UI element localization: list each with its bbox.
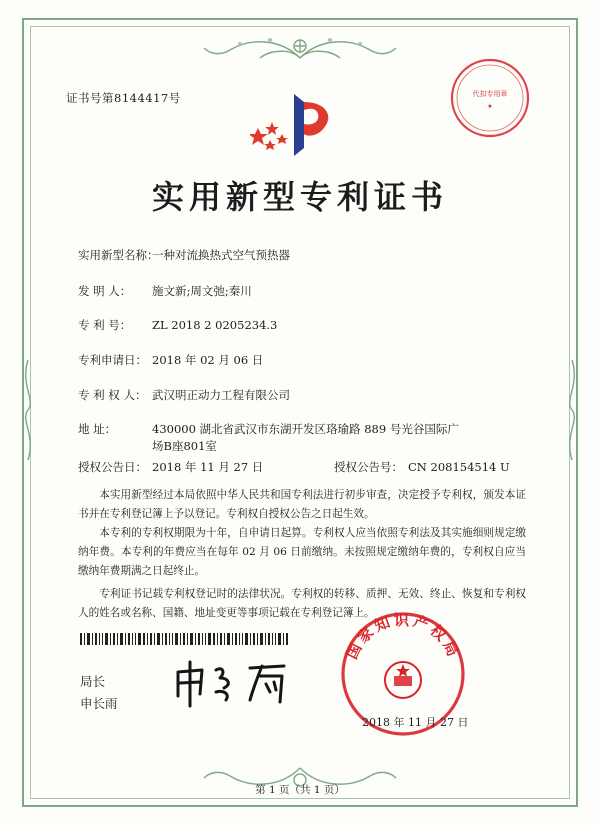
field-value: 2018 年 02 月 06 日	[152, 353, 264, 367]
field-label: 专 利 号：	[78, 318, 132, 332]
field-value: ZL 2018 2 0205234.3	[152, 318, 278, 332]
field-label: 专利申请日：	[78, 353, 147, 367]
field-value: 2018 年 11 月 27 日	[152, 460, 264, 474]
field-value: 一种对流换热式空气预热器	[152, 248, 290, 262]
field-value: 430000 湖北省武汉市东湖开发区珞瑜路 889 号光谷国际广	[152, 422, 459, 436]
svg-text:国家知识产权局: 国家知识产权局	[342, 611, 464, 662]
field-label: 授权公告号：	[334, 460, 403, 474]
left-ornament	[18, 360, 38, 460]
right-ornament	[562, 360, 582, 460]
certificate-number: 证书号第8144417号	[66, 91, 181, 105]
agency-stamp-icon	[448, 56, 532, 140]
director-name: 申长雨	[80, 696, 118, 711]
svg-text:代扣专用章: 代扣专用章	[472, 90, 508, 98]
barcode-icon	[80, 633, 290, 645]
body-paragraph: 专利证书记载专利权登记时的法律状况。专利权的转移、质押、无效、终止、恢复和专利权人的姓名或名称、国籍、地址变更等事项记载在专利登记簿上。	[78, 588, 526, 619]
field-label: 地 址：	[78, 422, 117, 436]
seal-date: 2018 年 11 月 27 日	[362, 716, 469, 729]
field-label: 发 明 人：	[78, 284, 132, 298]
certificate-body	[78, 486, 526, 623]
field-label: 实用新型名称：	[78, 248, 159, 262]
field-value: 场B座801室	[152, 439, 217, 453]
director-title: 局长	[80, 674, 106, 689]
body-paragraph: 本专利的专利权期限为十年，自申请日起算。专利权人应当依照专利法及其实施细则规定缴纳年费。本专利的年费应当在每年 02 月 06 日前缴纳。未按照规定缴纳年费的，专利权自应当缴纳年费期满之日起终止。	[78, 527, 526, 577]
page-footer: 第 1 页（共 1 页）	[255, 784, 345, 796]
field-label: 专 利 权 人：	[78, 388, 147, 402]
body-paragraph: 本实用新型经过本局依照中华人民共和国专利法进行初步审查，决定授予专利权，颁发本证书并在专利登记簿上予以登记。专利权自授权公告之日起生效。	[78, 489, 526, 520]
certificate-title: 实用新型专利证书	[151, 178, 448, 216]
field-value: CN 208154514 U	[408, 460, 510, 474]
field-label: 授权公告日：	[78, 460, 147, 474]
top-ornament	[200, 28, 400, 68]
field-value: 施文新;周文弛;秦川	[152, 284, 252, 298]
sipo-logo-icon	[250, 88, 350, 160]
handwritten-signature-icon	[172, 656, 302, 710]
svg-text:★: ★	[487, 103, 493, 110]
field-value: 武汉明正动力工程有限公司	[152, 388, 290, 402]
